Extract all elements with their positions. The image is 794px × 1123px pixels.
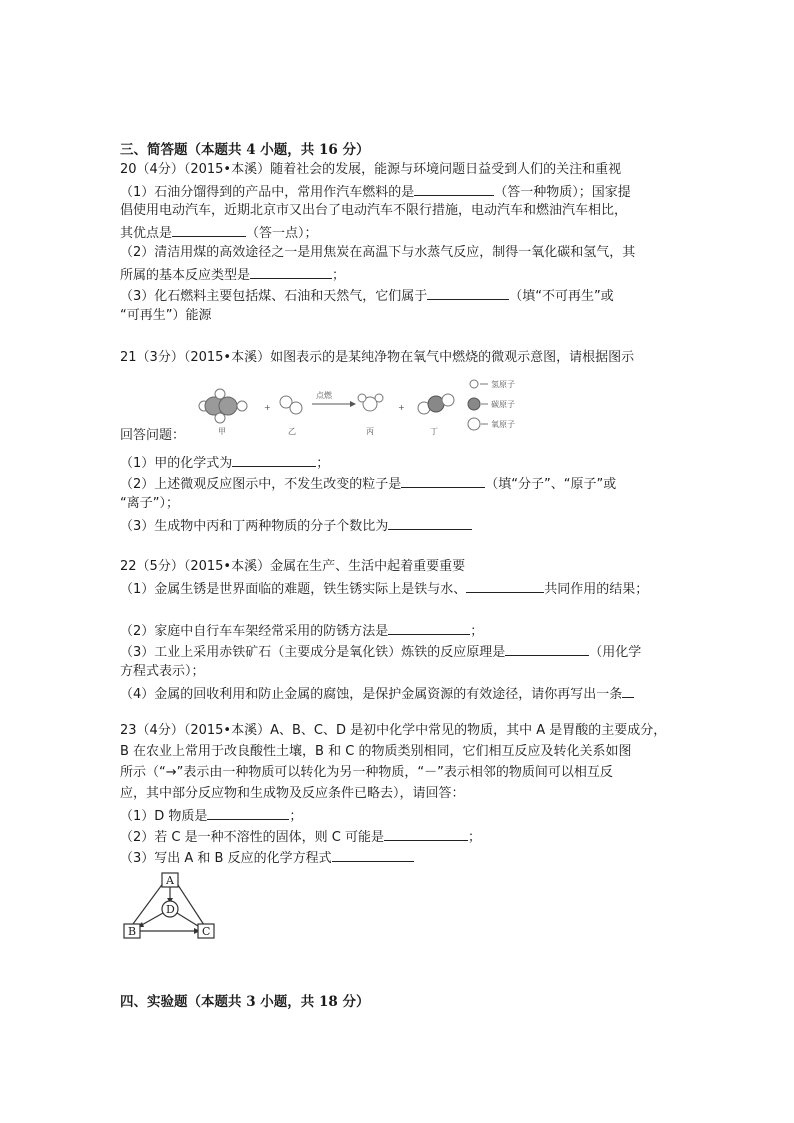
q22-p1-text-a: （1）金属生锈是世界面临的难题，铁生锈实际上是铁与水、 [120,582,467,597]
q20-answer-blank-3[interactable] [250,266,332,279]
q22-part1 [120,580,648,598]
plus-sign-2: + [398,403,405,412]
legend-c: 碳原子 [491,400,515,409]
q21-p1-text-b: ； [316,456,330,471]
q23-line2: B 在农业上常用于改良酸性土壤，B 和 C 的物质类别相同，它们相互反应及转化关系如图 [120,744,632,759]
q22-answer-blank-1[interactable] [466,580,544,593]
q22-p2-text-b: ； [470,624,484,639]
q20-part1-line1 [120,183,631,201]
q23-line4: 应，其中部分反应物和生成物及反应条件已略去），请回答： [120,786,465,801]
plus-sign-1: + [264,403,271,412]
legend-o-icon [468,418,480,430]
q20-p1-text-a: （1）石油分馏得到的产品中，常用作汽车燃料的是 [120,185,415,200]
molecule-jia [199,389,247,423]
arrow-condition: 点燃 [316,391,332,400]
q20-answer-blank-4[interactable] [427,287,509,300]
q21-part3 [120,517,472,535]
q20-part2-line1: （2）清洁用煤的高效途径之一是用焦炭在高温下与水蒸气反应，制得一氧化碳和氢气，其 [120,245,636,260]
q21-p3-text-a: （3）生成物中丙和丁两种物质的分子个数比为 [120,519,389,534]
q21-part2-line1 [120,475,616,493]
q23-p1-text-a: （1）D 物质是 [120,809,208,824]
q20-p1-text-b: （答一种物质）；国家提 [494,185,631,200]
q20-p1-text-d: 其优点是 [120,226,173,241]
q20-stem: 20（4分）（2015•本溪）随着社会的发展，能源与环境问题日益受到人们的关注和重视 [120,162,622,177]
q20-answer-blank-1[interactable] [414,183,494,196]
node-d: D [166,903,175,916]
q22-answer-blank-4[interactable] [622,685,634,698]
edge-d-b [140,913,163,926]
edge-a-b [130,882,164,928]
legend-o: 氧原子 [491,420,515,429]
q23-line3: 所示（“→”表示由一种物质可以转化为另一种物质，“－”表示相邻的物质间可以相互反 [120,765,613,780]
q22-p1-text-b: 共同作用的结果； [544,582,649,597]
reaction-arrow-head [350,401,356,407]
edge-d-c [177,913,198,926]
node-a: A [166,874,174,887]
q22-p4-text-a: （4）金属的回收利用和防止金属的腐蚀，是保护金属资源的有效途径，请你再写出一条 [120,687,623,702]
label-yi: 乙 [288,427,296,436]
q21-part2-line2: “离子”）； [120,496,179,511]
q21-p2-text-b: （填“分子”、“原子”或 [485,477,617,492]
q20-part3-line1 [120,287,614,305]
node-c: C [202,925,211,938]
q23-p1-text-b: ； [289,809,303,824]
legend-c-icon [468,398,480,410]
q21-answer-blank-2[interactable] [401,475,485,488]
q23-p3-text-a: （3）写出 A 和 B 反应的化学方程式 [120,851,332,866]
q23-part3 [120,849,414,867]
q21-p2-text-a: （2）上述微观反应图示中，不发生改变的粒子是 [120,477,402,492]
q23-answer-blank-1[interactable] [207,807,289,820]
q20-part2-line2 [120,266,345,284]
q22-answer-blank-2[interactable] [388,622,470,635]
q23-p2-text-a: （2）若 C 是一种不溶性的固体，则 C 可能是 [120,830,384,845]
q22-part3-line2: 方程式表示）； [120,664,205,679]
q21-p1-text-a: （1）甲的化学式为 [120,456,233,471]
molecule-ding [418,394,454,414]
section-heading-4: 四、实验题（本题共 3 小题，共 18 分） [120,994,370,1010]
q22-part2 [120,622,483,640]
q20-part1-line2: 倡使用电动汽车，近期北京市又出台了电动汽车不限行措施，电动汽车和燃油汽车相比， [120,203,628,218]
q20-p3-text-a: （3）化石燃料主要包括煤、石油和天然气，它们属于 [120,289,428,304]
q21-continue: 回答问题： [120,428,186,443]
q21-reaction-diagram [190,372,550,440]
molecule-yi [280,396,302,414]
q20-p3-text-b: （填“不可再生”或 [509,289,614,304]
q23-answer-blank-3[interactable] [332,849,414,862]
q22-answer-blank-3[interactable] [505,643,589,656]
q20-part1-line3 [120,224,318,242]
q20-part3-line2: “可再生”）能源 [120,308,212,323]
q23-stem: 23（4分）（2015•本溪）A、B、C、D 是初中化学中常见的物质，其中 A 是胃酸的主要成分， [120,723,667,738]
q21-stem: 21（3分）（2015•本溪）如图表示的是某纯净物在氧气中燃烧的微观示意图，请根据图示 [120,350,635,365]
q20-answer-blank-2[interactable] [172,224,246,237]
legend [468,379,515,430]
q22-part3-line1 [120,643,641,661]
legend-h-icon [470,380,478,388]
q21-answer-blank-1[interactable] [232,454,316,467]
node-b: B [128,925,137,938]
q23-answer-blank-2[interactable] [384,828,468,841]
label-bing: 丙 [366,427,374,436]
q22-p2-text-a: （2）家庭中自行车车架经常采用的防锈方法是 [120,624,389,639]
q22-part4 [120,685,634,703]
label-ding: 丁 [430,427,438,436]
q22-stem: 22（5分）（2015•本溪）金属在生产、生活中起着重要重要 [120,559,466,574]
q20-p2-text-c: ； [332,268,346,283]
q23-p2-text-b: ； [467,830,481,845]
q23-relation-diagram [120,870,220,944]
molecule-bing [358,394,383,411]
q20-p2-text-b: 所属的基本反应类型是 [120,268,251,283]
q23-part1 [120,807,302,825]
legend-h: 氢原子 [491,380,515,389]
label-jia: 甲 [218,427,226,436]
q21-part1 [120,454,329,472]
q21-answer-blank-3[interactable] [388,517,472,530]
q20-p1-text-e: （答一点）； [246,226,318,241]
q23-part2 [120,828,481,846]
q22-p3-text-a: （3）工业上采用赤铁矿石（主要成分是氧化铁）炼铁的反应原理是 [120,645,506,660]
section-heading-3: 三、简答题（本题共 4 小题，共 16 分） [120,142,370,158]
q22-p3-text-b: （用化学 [589,645,642,660]
